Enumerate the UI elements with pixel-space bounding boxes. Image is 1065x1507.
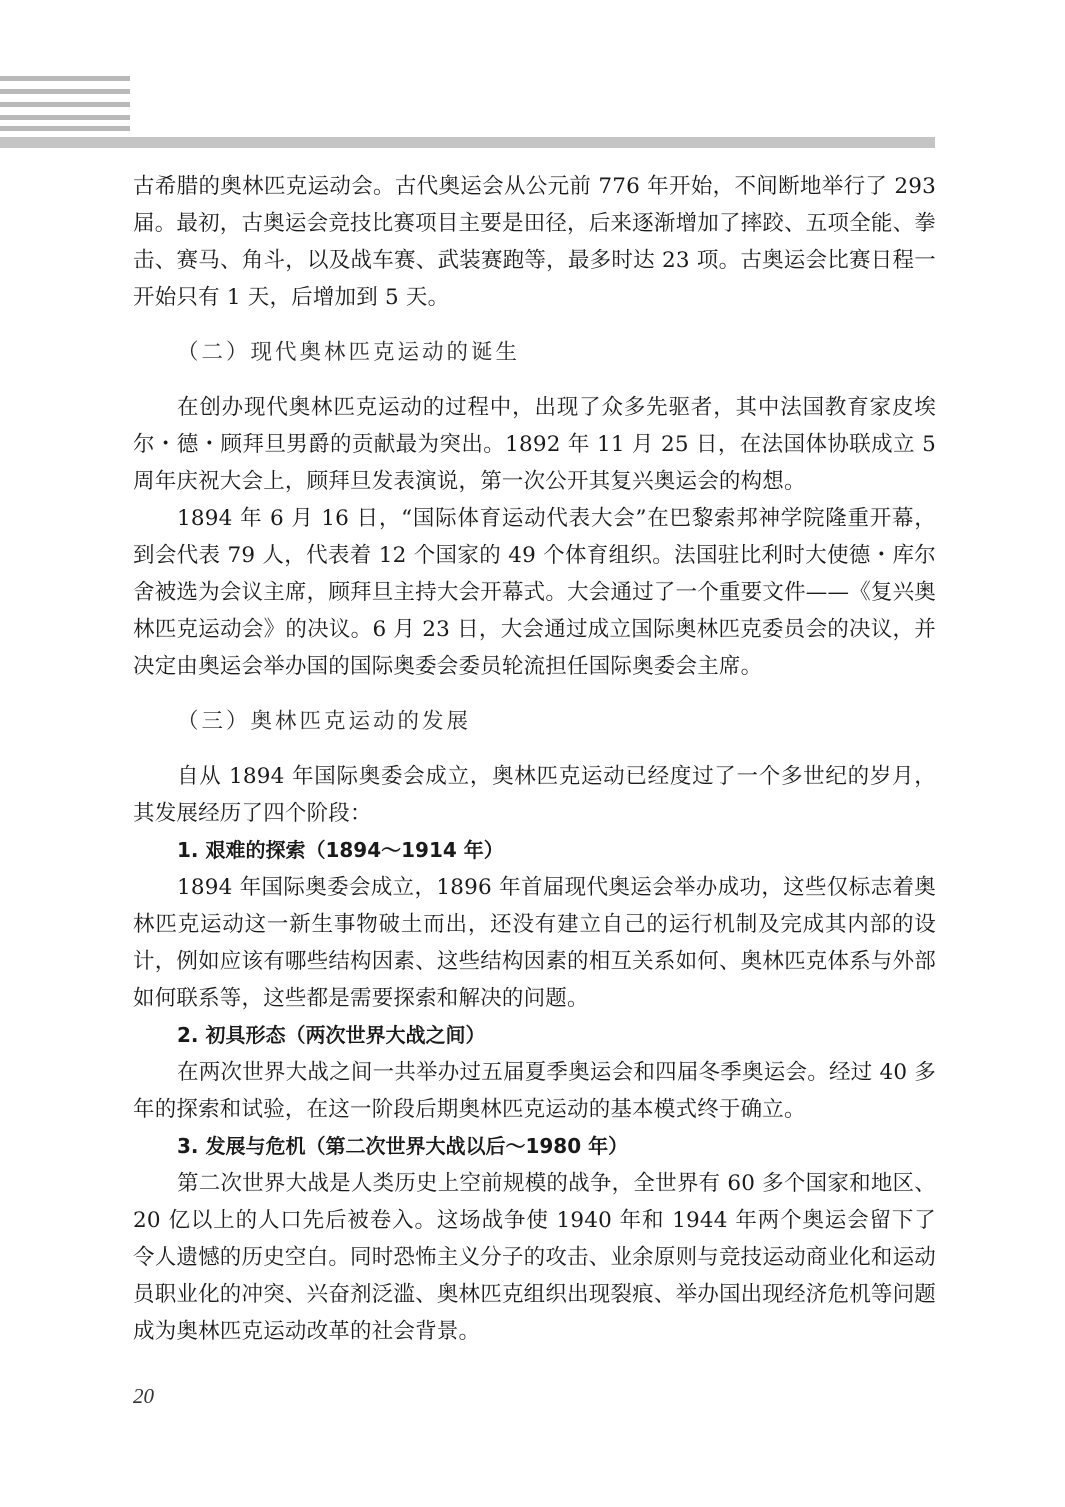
header-bar (0, 137, 935, 148)
header-stripe (0, 102, 130, 107)
stage-heading-crisis: 3. 发展与危机（第二次世界大战以后～1980 年） (177, 1134, 629, 1158)
paragraph-stage-formation: 在两次世界大战之间一共举办过五届夏季奥运会和四届冬季奥运会。经过 40 多年的探索和试验，在这一阶段后期奥林匹克运动的基本模式终于确立。 (133, 1060, 936, 1122)
paragraph-stage-crisis: 第二次世界大战是人类历史上空前规模的战争，全世界有 60 多个国家和地区、20 亿以上的人口先后被卷入。这场战争使 1940 年和 1944 年两个奥运会留下了令人遗憾的历史空白。同时恐怖主义分子的攻击、业余原则与竞技运动商业化和运动员职业化的冲突、兴奋剂泛滥、奥林匹克组织出现裂痕、举办国出现经济危机等问题成为奥林匹克运动改革的社会背景。 (133, 1171, 936, 1344)
header-stripe (0, 89, 130, 94)
header-stripe (0, 76, 130, 81)
header-stripe (0, 126, 130, 131)
stage-heading-formation: 2. 初具形态（两次世界大战之间） (177, 1023, 486, 1047)
page-number: 20 (133, 1384, 154, 1408)
section-heading-development: （三）奥林匹克运动的发展 (177, 709, 472, 734)
paragraph-four-stages: 自从 1894 年国际奥委会成立，奥林匹克运动已经度过了一个多世纪的岁月，其发展经历了四个阶段： (133, 764, 936, 826)
paragraph-stage-exploration: 1894 年国际奥委会成立，1896 年首届现代奥运会举办成功，这些仅标志着奥林匹克运动这一新生事物破土而出，还没有建立自己的运行机制及完成其内部的设计，例如应该有哪些结构因素、这些结构因素的相互关系如何、奥林匹克体系与外部如何联系等，这些都是需要探索和解决的问题。 (133, 875, 936, 1011)
page-body (133, 168, 936, 1350)
paragraph-1894-congress: 1894 年 6 月 16 日，“国际体育运动代表大会”在巴黎索邦神学院隆重开幕，到会代表 79 人，代表着 12 个国家的 49 个体育组织。法国驻比利时大使德・库尔舍被选为会议主席，顾拜旦主持大会开幕式。大会通过了一个重要文件——《复兴奥林匹克运动会》的决议。6 月 23 日，大会通过成立国际奥林匹克委员会的决议，并决定由奥运会举办国的国际奥委会委员轮流担任国际奥委会主席。 (133, 506, 936, 679)
paragraph-coubertin: 在创办现代奥林匹克运动的过程中，出现了众多先驱者，其中法国教育家皮埃尔・德・顾拜旦男爵的贡献最为突出。1892 年 11 月 25 日，在法国体协联成立 5 周年庆祝大会上，顾拜旦发表演说，第一次公开其复兴奥运会的构想。 (133, 395, 936, 494)
header-decoration (0, 0, 1065, 150)
section-heading-modern-birth: （二）现代奥林匹克运动的诞生 (177, 340, 521, 365)
header-stripe (0, 115, 130, 120)
paragraph-ancient-olympics: 古希腊的奥林匹克运动会。古代奥运会从公元前 776 年开始，不间断地举行了 293 届。最初，古奥运会竞技比赛项目主要是田径，后来逐渐增加了摔跤、五项全能、拳击、赛马、角斗，以及战车赛、武装赛跑等，最多时达 23 项。古奥运会比赛日程一开始只有 1 天，后增加到 5 天。 (133, 174, 936, 310)
stage-heading-exploration: 1. 艰难的探索（1894～1914 年） (177, 838, 504, 862)
